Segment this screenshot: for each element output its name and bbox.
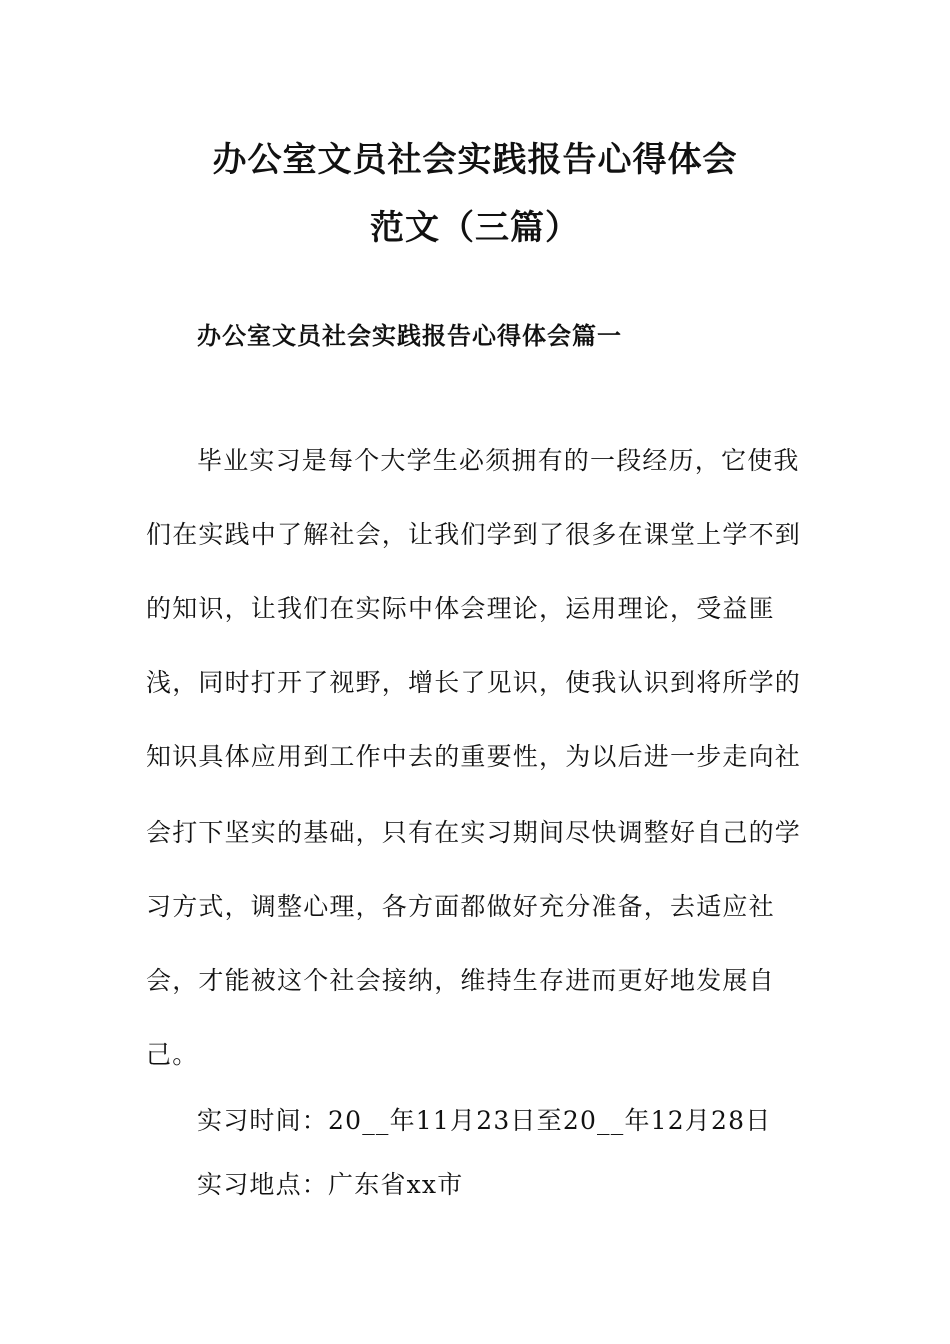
paragraph-line-3: 的知识，让我们在实际中体会理论，运用理论，受益匪 [146, 594, 775, 623]
paragraph-line-9: 己。 [146, 1040, 199, 1069]
paragraph-line-7: 习方式，调整心理，各方面都做好充分准备，去适应社 [146, 892, 775, 921]
paragraph-line-1: 毕业实习是每个大学生必须拥有的一段经历，它使我 [197, 446, 800, 475]
paragraph-line-4: 浅，同时打开了视野，增长了见识，使我认识到将所学的 [146, 668, 802, 697]
paragraph-line-5: 知识具体应用到工作中去的重要性，为以后进一步走向社 [146, 742, 802, 771]
paragraph-line-2: 们在实践中了解社会，让我们学到了很多在课堂上学不到 [146, 520, 802, 549]
section-heading: 办公室文员社会实践报告心得体会篇一 [197, 322, 622, 350]
internship-location: 实习地点：广东省xx市 [197, 1170, 464, 1199]
internship-time: 实习时间：20__年11月23日至20__年12月28日 [197, 1106, 772, 1135]
document-title-line-2: 范文（三篇） [370, 208, 580, 248]
document-title-line-1: 办公室文员社会实践报告心得体会 [212, 140, 738, 180]
paragraph-line-8: 会，才能被这个社会接纳，维持生存进而更好地发展自 [146, 966, 775, 995]
paragraph-line-6: 会打下坚实的基础，只有在实习期间尽快调整好自己的学 [146, 818, 802, 847]
